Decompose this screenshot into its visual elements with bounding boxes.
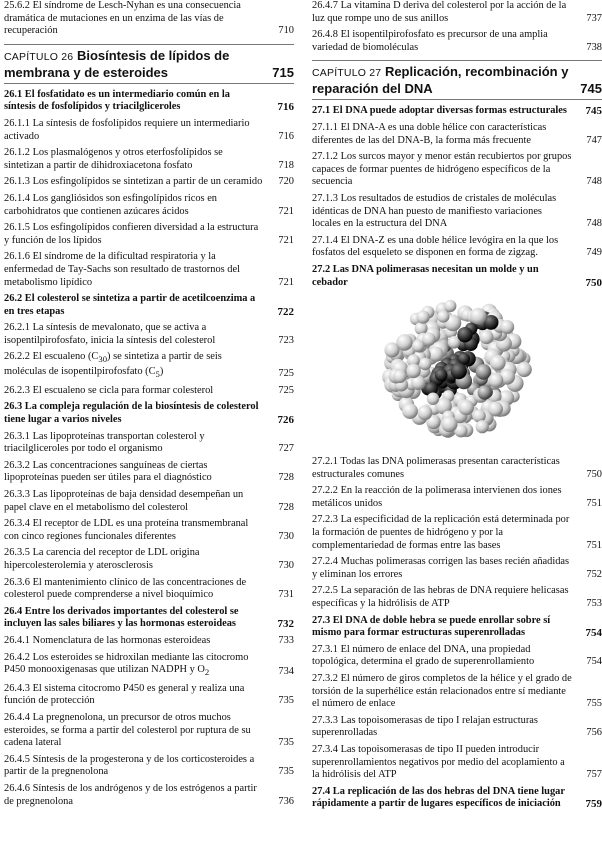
entry-page: 755 <box>586 698 602 710</box>
entry-page: 716 <box>278 130 294 142</box>
entry-page: 732 <box>277 618 294 631</box>
chapter-title: Biosíntesis de lípidos de membrana y de esteroides <box>4 47 230 80</box>
entry-title: 26.3.3 Las lipoproteínas de baja densidad desempeñan un papel clave en el metabolismo del colesterol <box>4 488 244 513</box>
entry-page: 754 <box>586 656 602 668</box>
entry-page: 756 <box>586 727 602 739</box>
entry-page: 736 <box>278 795 294 807</box>
entry-title: 26.3.2 Las concentraciones sanguíneas de ciertas lipoproteínas pueden ser útiles para el diagnóstico <box>4 459 212 484</box>
entry-page: 754 <box>585 627 602 640</box>
entry-page: 738 <box>586 41 602 53</box>
chapter-page: 715 <box>272 64 294 80</box>
entry-title: 27.1.1 El DNA-A es una doble hélice con características diferentes de las del DNA-B, la forma más frecuente <box>312 121 547 146</box>
toc-entry <box>4 652 294 679</box>
entry-page: 753 <box>586 598 602 610</box>
entry-title: 26.3.5 La carencia del receptor de LDL origina hipercolesterolemia y aterosclerosis <box>4 547 200 571</box>
entry-page: 745 <box>585 105 602 118</box>
entry-page: 728 <box>278 472 294 484</box>
toc-left-column <box>4 0 294 812</box>
entry-title: 26.2.1 La síntesis de mevalonato, que se activa a isopentilpirofosfato, inicia la síntesis del colesterol <box>4 322 216 346</box>
toc-entry <box>4 322 294 347</box>
chapter-label: CAPÍTULO 27 <box>312 67 382 80</box>
toc-entry <box>4 712 294 750</box>
toc-entry <box>4 147 294 172</box>
entry-page: 735 <box>278 766 294 778</box>
toc-entry <box>312 556 602 581</box>
entry-title: 26.1.3 Los esfingolípidos se sintetizan a partir de un ceramido <box>4 176 263 188</box>
entry-page: 757 <box>586 769 602 781</box>
entry-page: 725 <box>278 368 294 380</box>
toc-entry <box>4 0 294 38</box>
entry-title: 26.4 Entre los derivados importantes del colesterol se incluyen las sales biliares y las hormonas esteroideas <box>4 605 239 630</box>
entry-title: 26.1.2 Los plasmalógenos y otros eterfosfolípidos se sintetizan a partir de dihidroxiacetona fosfato <box>4 147 223 171</box>
entry-page: 735 <box>278 737 294 749</box>
entry-title: 27.4 La replicación de las dos hebras del DNA tiene lugar rápidamente a partir de lugares específicos de iniciación <box>312 785 565 810</box>
toc-entry <box>312 673 602 711</box>
toc-entry <box>312 585 602 610</box>
toc-entry <box>4 431 294 456</box>
entry-title: 27.1.2 Los surcos mayor y menor están recubiertos por grupos capaces de formar puentes de hidrógeno específicos de la secuencia <box>312 151 572 188</box>
entry-title: 26.4.8 El isopentilpirofosfato es precursor de una amplia variedad de biomoléculas <box>312 29 548 53</box>
toc-entry <box>4 683 294 708</box>
toc-entry <box>312 29 602 54</box>
entry-title: 27.2.4 Muchas polimerasas corrigen las bases recién añadidas y eliminan los errores <box>312 556 570 580</box>
entry-title: 27.3.1 El número de enlace del DNA, una propiedad topológica, determina el grado de superenrollamiento <box>312 643 535 668</box>
entry-page: 721 <box>278 276 294 288</box>
toc-entry <box>312 644 602 669</box>
toc-section <box>4 89 294 114</box>
entry-title: 27.2.1 Todas las DNA polimerasas presentan características estructurales comunes <box>312 456 560 480</box>
chapter-heading <box>4 44 294 84</box>
entry-page: 759 <box>585 798 602 811</box>
entry-title: 27.2.5 La separación de las hebras de DNA requiere helicasas específicas y la hidrólisis de ATP <box>312 585 569 610</box>
entry-page: 750 <box>585 276 602 289</box>
entry-title: 27.1 El DNA puede adoptar diversas formas estructurales <box>312 105 567 117</box>
toc-entry <box>312 0 602 25</box>
chapter-heading <box>312 60 602 100</box>
entry-title: 27.1.3 Los resultados de estudios de cristales de moléculas idénticas de DNA han puesto de manifiesto variaciones locales en la estructura del DNA <box>312 192 557 230</box>
entry-page: 734 <box>278 666 294 678</box>
entry-page: 748 <box>586 176 602 188</box>
entry-page: 721 <box>278 234 294 246</box>
entry-title: 26.4.6 Síntesis de los andrógenos y de los estrógenos a partir de pregnenolona <box>4 782 257 807</box>
entry-title: 26.3.4 El receptor de LDL es una proteína transmembranal con cinco regiones funcionales diferentes <box>4 518 249 542</box>
toc-entry <box>312 744 602 782</box>
toc-entry <box>312 456 602 481</box>
entry-title: 26.3.6 El mantenimiento clínico de las concentraciones de colesterol puede comprenderse a nivel bioquímico <box>4 576 247 601</box>
toc-section <box>312 105 602 118</box>
toc-entry <box>312 514 602 552</box>
entry-title: 26.3 La compleja regulación de la biosíntesis de colesterol tiene lugar a varios niveles <box>4 401 259 425</box>
entry-page: 733 <box>278 634 294 646</box>
entry-title: 27.3.4 Las topoisomerasas de tipo II pueden introducir superenrollamientos negativos por medio del acoplamiento a la hidrólisis del ATP <box>312 743 565 781</box>
entry-page: 726 <box>277 414 294 426</box>
toc-entry <box>312 151 602 189</box>
entry-title: 27.2 Las DNA polimerasas necesitan un molde y un cebador <box>312 263 539 288</box>
chapter-title-block <box>312 64 572 96</box>
entry-title: 27.3.3 Las topoisomerasas de tipo I relajan estructuras superenrolladas <box>312 714 538 739</box>
toc-entry <box>4 385 294 398</box>
entry-page: 722 <box>277 305 294 318</box>
toc-section <box>312 615 602 640</box>
entry-page: 730 <box>278 530 294 542</box>
toc-entry <box>4 351 294 380</box>
entry-page: 750 <box>586 468 602 480</box>
entry-page: 731 <box>278 589 294 601</box>
entry-page: 730 <box>278 559 294 571</box>
entry-page: 725 <box>278 384 294 396</box>
entry-title: 26.4.5 Síntesis de la progesterona y de los corticosteroides a partir de la pregnenolona <box>4 753 255 778</box>
entry-page: 716 <box>277 101 294 114</box>
entry-title: 25.6.2 El síndrome de Lesch-Nyhan es una consecuencia dramática de mutaciones en un enzima de las vías de recuperación <box>4 0 241 37</box>
entry-title: 26.1.5 Los esfingolípidos confieren diversidad a la estructura y función de los lípidos <box>4 222 259 246</box>
entry-title: 26.1.6 El síndrome de la dificultad respiratoria y la enfermedad de Tay-Sachs son resultado de trastornos del metabolismo lipídico <box>4 251 240 288</box>
toc-entry <box>4 577 294 602</box>
toc-entry <box>4 460 294 485</box>
toc-entry <box>312 235 602 260</box>
entry-title: 26.1 El fosfatidato es un intermediario común en la síntesis de fosfolípidos y triacilgliceroles <box>4 88 230 113</box>
entry-title: 27.3.2 El número de giros completos de la hélice y el grado de torsión de la superhélice están relacionados entre sí mediante el número de enlace <box>312 673 572 710</box>
entry-title: 26.2 El colesterol se sintetiza a partir de acetilcoenzima a en tres etapas <box>4 293 256 317</box>
dna-polymerase-illustration <box>312 293 602 448</box>
entry-page: 735 <box>278 695 294 707</box>
chapter-title: Replicación, recombinación y reparación del DNA <box>312 64 569 97</box>
entry-page: 728 <box>278 501 294 513</box>
entry-page: 737 <box>586 12 602 24</box>
toc-entry <box>312 485 602 510</box>
toc-section <box>312 264 602 289</box>
entry-page: 718 <box>278 159 294 171</box>
entry-title: 27.2.2 En la reacción de la polimerasa intervienen dos iones metálicos unidos <box>312 485 562 509</box>
entry-title: 26.4.7 La vitamina D deriva del colesterol por la acción de la luz que rompe uno de sus anillos <box>312 0 567 24</box>
entry-title: 26.4.4 La pregnenolona, un precursor de otros muchos esteroides, se forma a partir del colesterol por ruptura de su cadena lateral <box>4 711 251 749</box>
toc-entry <box>4 118 294 143</box>
entry-title: 26.4.3 El sistema citocromo P450 es general y realiza una función de protección <box>4 682 245 707</box>
toc-entry <box>312 193 602 231</box>
toc-entry <box>4 518 294 543</box>
entry-page: 752 <box>586 568 602 580</box>
entry-page: 747 <box>586 134 602 146</box>
entry-page: 748 <box>586 218 602 230</box>
entry-title: 26.2.2 El escualeno $(C_{30})$ se sintetiza a partir de seis moléculas de isopentilpirofosfato $(C_5)$ <box>4 351 222 380</box>
entry-page: 749 <box>586 247 602 259</box>
entry-title: 26.3.1 Las lipoproteínas transportan colesterol y triacilgliceroles por todo el organismo <box>4 430 205 455</box>
entry-page: 751 <box>586 539 602 551</box>
entry-page: 727 <box>278 443 294 455</box>
toc-section <box>4 293 294 318</box>
entry-page: 710 <box>278 25 294 37</box>
entry-page: 721 <box>278 205 294 217</box>
entry-title: 26.1.4 Los gangliósidos son esfingolípidos ricos en carbohidratos que contienen azúcares ácidos <box>4 192 217 217</box>
chapter-title-block <box>4 48 264 80</box>
toc-entry <box>4 754 294 779</box>
toc-entry <box>4 222 294 247</box>
toc-entry <box>4 489 294 514</box>
entry-page: 723 <box>278 334 294 346</box>
toc-entry <box>4 635 294 648</box>
entry-page: 720 <box>278 176 294 188</box>
molecule-image <box>382 293 532 445</box>
toc-entry <box>4 251 294 289</box>
entry-title: 26.4.1 Nomenclatura de las hormonas esteroideas <box>4 634 211 646</box>
entry-title: 26.1.1 La síntesis de fosfolípidos requiere un intermediario activado <box>4 117 250 142</box>
entry-title: 27.2.3 La especificidad de la replicación está determinada por la formación de puentes de hidrógeno y por la complementariedad de formas entre las bases <box>312 514 570 551</box>
entry-title: 26.4.2 Los esteroides se hidroxilan mediante las citocromo P450 monooxigenasas que utilizan NADPH y $O_2$ <box>4 651 249 678</box>
toc-entry <box>4 547 294 572</box>
entry-title: 27.3 El DNA de doble hebra se puede enrollar sobre sí mismo para formar estructuras superenrolladas <box>312 614 551 639</box>
chapter-label: CAPÍTULO 26 <box>4 50 74 63</box>
toc-entry <box>312 715 602 740</box>
entry-title: 27.1.4 El DNA-Z es una doble hélice levógira en la que los fosfatos del esqueleto se disponen en forma de zigzag. <box>312 234 559 259</box>
chapter-page: 745 <box>580 81 602 97</box>
toc-entry <box>312 122 602 147</box>
toc-entry <box>4 193 294 218</box>
toc-section <box>4 606 294 631</box>
entry-page: 751 <box>586 497 602 509</box>
toc-section <box>4 401 294 426</box>
toc-entry <box>4 176 294 189</box>
toc-section <box>312 786 602 811</box>
toc-right-column <box>312 0 602 815</box>
entry-title: 26.2.3 El escualeno se cicla para formar colesterol <box>4 384 214 396</box>
toc-entry <box>4 783 294 808</box>
